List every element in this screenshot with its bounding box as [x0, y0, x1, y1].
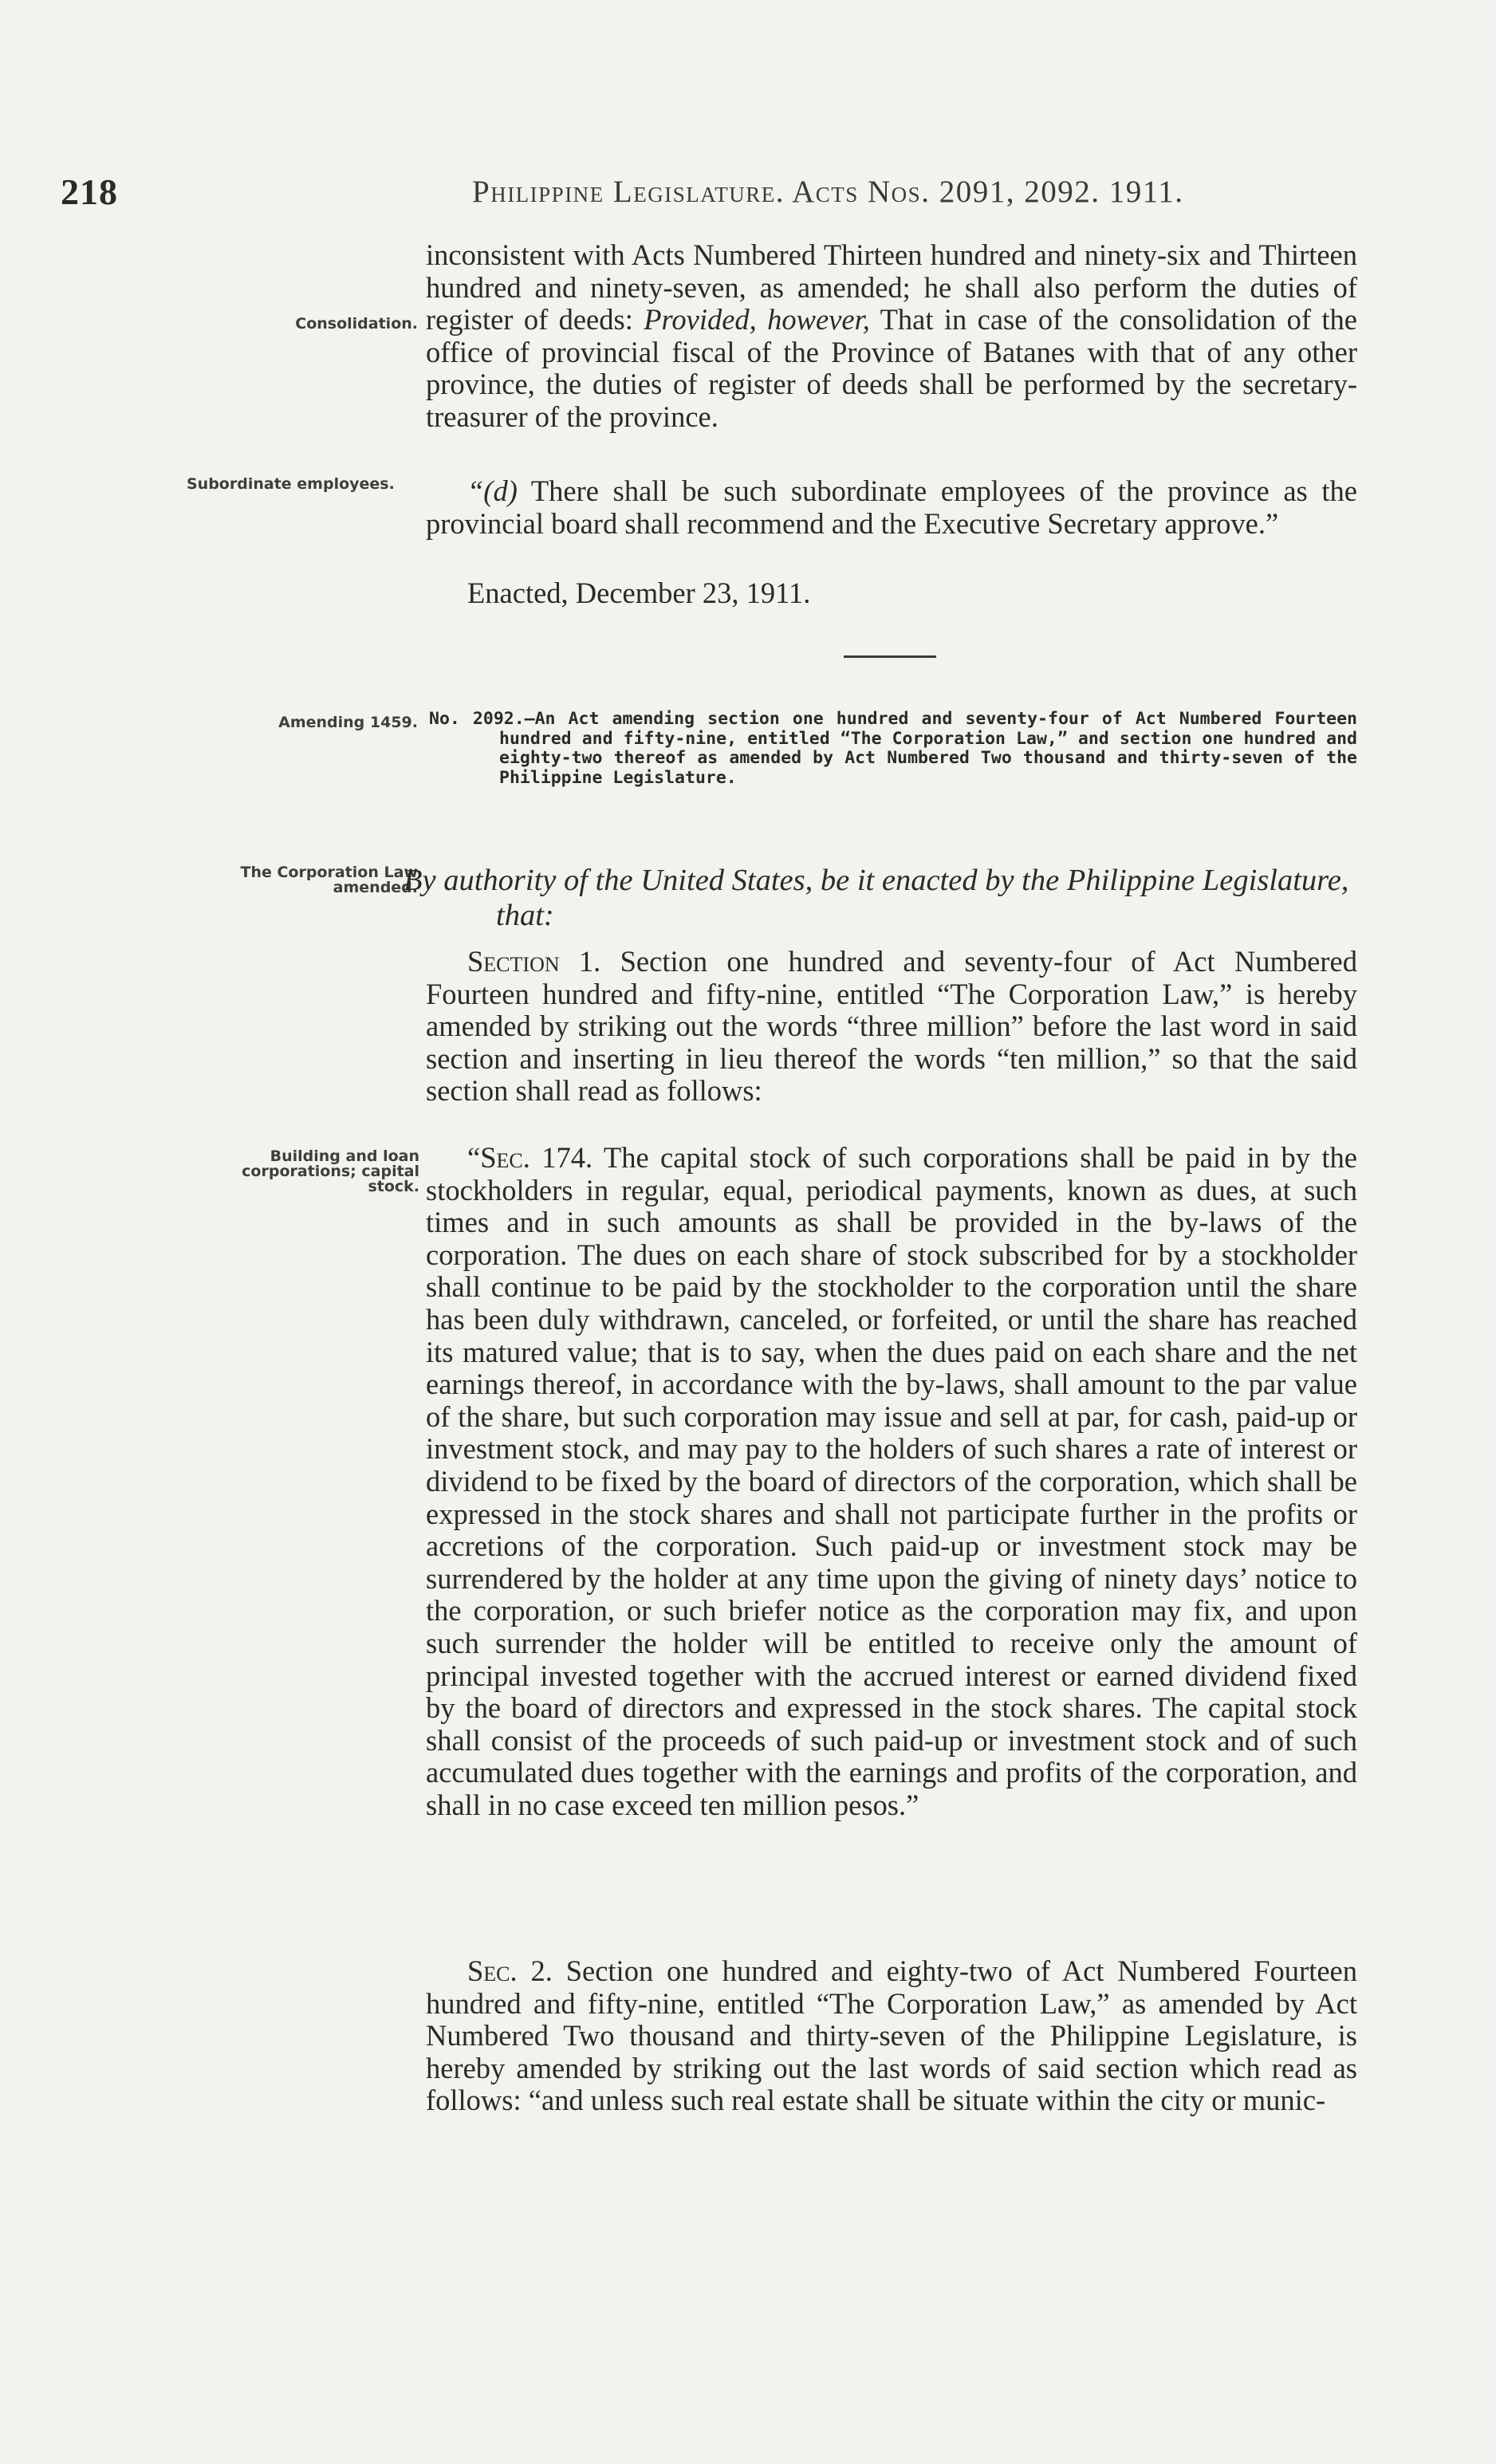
sidenote-subordinate-employees: Subordinate employees.: [187, 475, 395, 493]
section-divider: [844, 655, 936, 658]
prior-act-continuation: [426, 239, 1357, 434]
section-174-text: The capital stock of such corporations shall be paid in by the stockholders in regular, equal, periodical payments, known as dues, at such times and in such amounts as shall be provided in the by-laws of the corporation. The dues on each share of stock subscribed for by a stockholder shall continue to be paid by the stockholder to the corporation until the share has been duly withdrawn, canceled, or forfeited, or until the share has reached its matured value; that is to say, when the dues paid on each share and the net earnings thereof, in accordance with the by-laws, shall amount to the par value of the share, but such corporation may issue and sell at par, for cash, paid-up or investment stock, and may pay to the holders of such shares a rate of interest or dividend to be fixed by the board of directors of the corporation, which shall be expressed in the stock shares and shall not participate further in the profits or accretions of the corporation. Such paid-up or investment stock may be surrendered by the holder at any time upon the giving of ninety days’ notice to the corporation, or such briefer notice as the corporation may fix, and upon such surrender the holder will be entitled to receive only the amount of principal invested together with the accrued interest or earned dividend fixed by the board of directors and expressed in the stock shares. The capital stock shall consist of the proceeds of such paid-up or investment stock and of such accumulated dues together with the earnings and profits of the corporation, and shall in no case exceed ten million pesos.”: [426, 1141, 1357, 1821]
running-head: Philippine Legislature. Acts Nos. 2091, 2092. 1911.: [472, 175, 1184, 209]
act-number: No. 2092.: [429, 709, 525, 729]
section-2-label: Sec. 2.: [467, 1954, 553, 1987]
sidenote-corporation-law-amended: The Corporation Law amended.: [240, 864, 418, 896]
prior-act-text-a: inconsistent with Acts Numbered Thirteen hundred and ninety-six and Thirteen hundred and ninety-seven, as amended; he shall also perform the duties of register of deeds:: [426, 238, 1357, 337]
section-1-text: Section one hundred and seventy-four of Act Numbered Fourteen hundred and fifty-nine, entitled “The Corporation Law,” is hereby amended by striking out the words “three million” before the last word in said section and inserting in lieu thereof the words “ten million,” so that the said section shall read as follows:: [426, 945, 1357, 1108]
subsection-d-text: There shall be such subordinate employees of the province as the provincial board shall recommend and the Executive Secretary approve.”: [426, 474, 1357, 540]
subsection-d: [426, 475, 1357, 540]
act-title: [429, 710, 1357, 788]
proviso: Provided, however,: [644, 303, 870, 337]
enacting-clause: By authority of the United States, be it enacted by the Philippine Legislature, that:: [404, 864, 1349, 932]
subsection-d-label: “(d): [467, 474, 518, 507]
prior-act-text-b: That in case of the consolidation of the office of provincial fiscal of the Province of Batanes with that of any other province, the duties of register of deeds shall be performed by the secretary-treasurer of the province.: [426, 303, 1357, 433]
sidenote-amending-1459: Amending 1459.: [278, 714, 418, 731]
act-title-text: —An Act amending section one hundred and seventy-four of Act Numbered Fourteen hundred and fifty-nine, entitled “The Corporation Law,” and section one hundred and eighty-two thereof as amended by Act Numbered Two thousand and thirty-seven of the Philippine Legislature.: [499, 709, 1357, 788]
page-number: 218: [61, 171, 118, 212]
section-2-text: Section one hundred and eighty-two of Act Numbered Fourteen hundred and fifty-nine, entitled “The Corporation Law,” as amended by Act Numbered Two thousand and thirty-seven of the Philippine Legislature, is hereby amended by striking out the last words of said section which read as follows: “and unless such real estate shall be situate within the city or munic-: [426, 1954, 1357, 2117]
enacted-date: Enacted, December 23, 1911.: [467, 577, 811, 609]
section-2: [426, 1955, 1357, 2117]
section-1-label: Section 1.: [467, 945, 601, 978]
sidenote-consolidation: Consolidation.: [295, 315, 418, 333]
section-174: [426, 1142, 1357, 1821]
section-1: [426, 946, 1357, 1108]
section-174-label: “Sec. 174.: [467, 1141, 593, 1174]
sidenote-building-and-loan: Building and loan corporations; capital stock.: [242, 1147, 419, 1195]
